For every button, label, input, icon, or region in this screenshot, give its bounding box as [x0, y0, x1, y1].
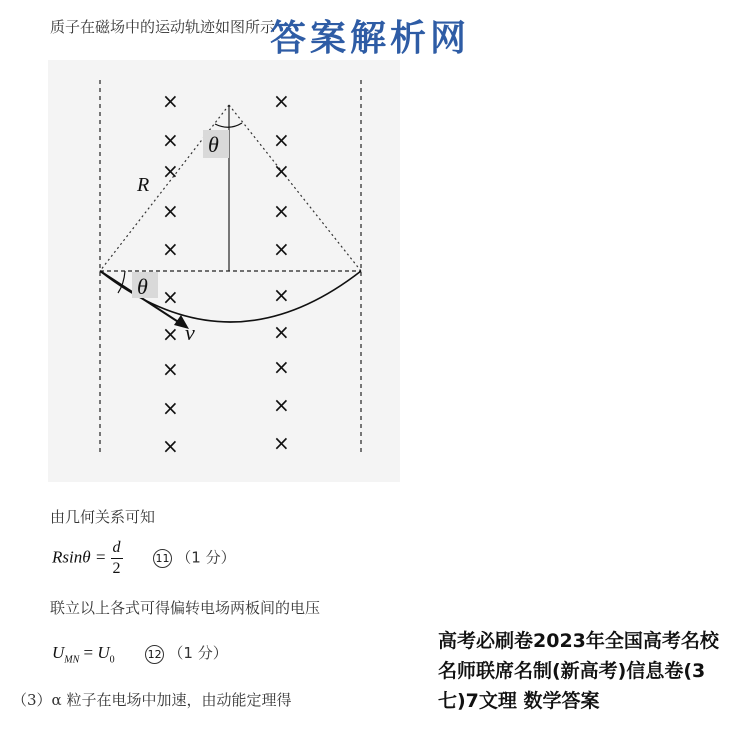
cross-mark: ×: [273, 393, 290, 417]
eq11-lhs: Rsinθ =: [52, 547, 107, 567]
cross-mark: ×: [273, 431, 290, 455]
cross-mark: ×: [273, 320, 290, 344]
geometry-note: 由几何关系可知: [50, 508, 156, 526]
angle-label-bottom: θ: [137, 274, 148, 299]
magnetic-field-figure: [48, 60, 400, 482]
cross-mark: ×: [273, 159, 290, 183]
eq11-denominator: 2: [112, 560, 121, 577]
cross-mark: ×: [273, 237, 290, 261]
cross-mark: ×: [162, 199, 179, 223]
cross-mark: ×: [273, 128, 290, 152]
eq12-tag: 12: [145, 645, 164, 664]
figure-caption: 质子在磁场中的运动轨迹如图所示: [50, 18, 276, 36]
cross-mark: ×: [162, 285, 179, 309]
cross-mark: ×: [162, 89, 179, 113]
cross-mark: ×: [273, 89, 290, 113]
eq11-score: （1 分）: [176, 548, 236, 567]
angle-label-top: θ: [208, 132, 219, 157]
eq12-lhs-sub: MN: [64, 654, 80, 666]
eq12-score: （1 分）: [168, 644, 228, 662]
cross-mark: ×: [162, 128, 179, 152]
cross-mark: ×: [162, 322, 179, 346]
eq11-tag: 11: [153, 549, 172, 568]
cross-mark: ×: [162, 159, 179, 183]
eq11-fraction: [111, 538, 123, 579]
radius-label: R: [137, 174, 150, 196]
combine-note: 联立以上各式可得偏转电场两板间的电压: [50, 599, 321, 617]
part3-text: （3）α 粒子在电场中加速，由动能定理得: [12, 691, 292, 709]
cross-mark: ×: [162, 396, 179, 420]
eq11-numerator: d: [111, 538, 123, 559]
cross-mark: ×: [162, 434, 179, 458]
cross-mark: ×: [162, 357, 179, 381]
eq12-equals: =: [83, 643, 94, 662]
watermark-text: 答案解析网: [270, 17, 471, 59]
promo-overlay-text: 高考必刷卷2023年全国高考名校名师联席名制(新高考)信息卷(3七)7文理 数学答案: [438, 630, 719, 712]
equation-12: [52, 642, 228, 665]
eq12-lhs: U: [52, 643, 65, 662]
cross-mark: ×: [273, 283, 290, 307]
cross-mark: ×: [273, 199, 290, 223]
eq12-rhs-sub: 0: [109, 654, 115, 666]
cross-mark: ×: [162, 237, 179, 261]
cross-mark: ×: [273, 355, 290, 379]
velocity-label: v: [185, 320, 195, 345]
equation-11: [52, 538, 236, 579]
eq12-rhs: U: [97, 643, 110, 662]
